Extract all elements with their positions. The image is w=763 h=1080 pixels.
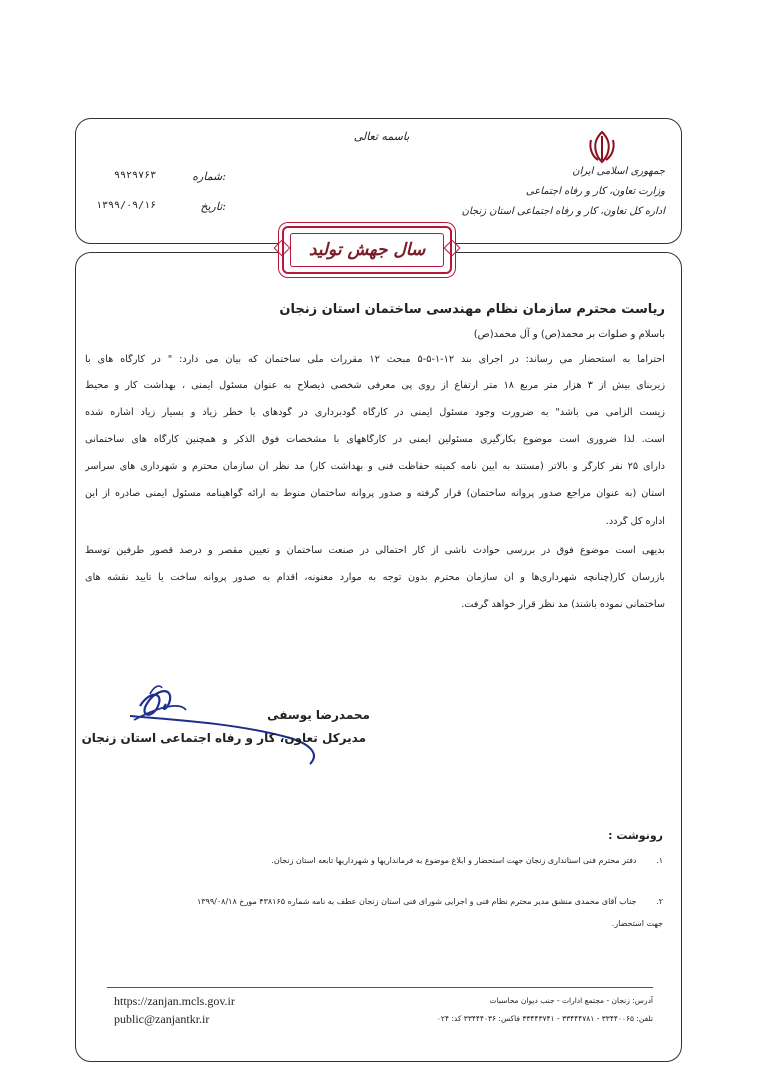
body-line: استان (به عنوان مراجع صدور پروانه ساختمان) قرار گرفته و صدور پروانه ساختمان منوط به ارائه گواهینامه مسئول ایمنی صادره از این (85, 488, 665, 499)
footer-divider (107, 987, 653, 988)
recipient-heading: ریاست محترم سازمان نظام مهندسی ساختمان استان زنجان (279, 302, 665, 317)
slogan-text: سال جهش تولید (290, 233, 444, 267)
cc-item-number: ۲. (656, 897, 663, 906)
footer-website-link[interactable]: https://zanjan.mcls.gov.ir (114, 994, 235, 1008)
cc-heading: رونوشت : (608, 829, 663, 842)
slogan-banner (282, 226, 452, 274)
footer-email-link[interactable]: public@zanjantkr.ir (114, 1012, 210, 1026)
body-line: زیست الزامی می باشد" به ضرورت وجود مسئول ایمنی در کارگاه گودبرداری در گودهای با خطر زیاد و بسیار زیاد اشاره شده (85, 407, 665, 418)
greeting-line: باسلام و صلوات بر محمد(ص) و آل محمد(ص) (473, 329, 665, 340)
date-label: تاریخ: (200, 200, 226, 213)
body-line: دارای ۲۵ نفر کارگر و بالاتر (مستند به آیین نامه کمیته حفاظت فنی و بهداشت کار) مد نظر آن سازمان محترم و شهرداری های سراسر (85, 461, 665, 472)
gov-line-country: جمهوری اسلامی ایران (572, 166, 665, 177)
body-line: است. لذا ضروری است موضوع بکارگیری مسئولین ایمنی در کارگاههای با مشخصات فوق الذکر و همچنین کارگاه های ساختمانی (85, 434, 665, 445)
body-line: زیربنای بیش از ۳ هزار متر مربع ۱۸ متر ارتفاع از روی پی معرفی شخصی ذیصلاح به عنوان مسئول ایمنی ، بهداشت کار و محیط (85, 380, 665, 391)
invocation-text: باسمه تعالی (353, 130, 410, 143)
footer-phones: تلفن: ۳۳۴۴۰۰۶۵ - ۳۳۴۴۴۷۸۱ - ۳۳۴۴۳۷۴۱ فاکس: ۳۳۴۴۴۰۳۶ کد: ۰۲۴ (436, 1014, 653, 1023)
gov-line-ministry: وزارت تعاون، کار و رفاه اجتماعی (525, 186, 665, 197)
iran-emblem-icon (586, 130, 618, 164)
handwritten-signature (120, 676, 330, 776)
signer-title: مدیرکل تعاون، کار و رفاه اجتماعی استان زنجان (81, 731, 366, 745)
body-line: بازرسان کار(چنانچه شهرداری‌ها و آن سازمان محترم بدون توجه به موارد معنونه، اقدام به صدور پروانه ساخت یا تایید نقشه های (85, 572, 665, 583)
body-line: اداره کل گردد. (605, 516, 665, 527)
cc-item (197, 897, 663, 906)
body-line: احتراماً به استحضار می رساند: در اجرای بند ۱۲-۱-۵-۵ مبحث ۱۲ مقررات ملی ساختمان که بیان می دارد: " در کارگاه های با (85, 354, 665, 365)
footer-address: آدرس: زنجان - مجتمع ادارات - جنب دیوان محاسبات (489, 996, 653, 1005)
letter-date-row (96, 200, 226, 220)
letter-body-frame (75, 252, 682, 1062)
number-value: ۹۹۲۹۷۶۳ (114, 170, 157, 181)
cc-item-text: دفتر محترم فنی استانداری زنجان جهت استحضار و ابلاغ موضوع به فرمانداریها و شهرداریها تابعه استان زنجان. (271, 856, 637, 865)
body-line: ساختمانی نموده باشند) مد نظر قرار خواهد گرفت. (461, 599, 665, 610)
cc-item-number: ۱. (656, 856, 663, 865)
gov-line-office: اداره کل تعاون، کار و رفاه اجتماعی استان زنجان (461, 206, 665, 217)
body-line: بدیهی است موضوع فوق در بررسی حوادث ناشی از کار احتمالی در صنعت ساختمان و تعیین مقصر و درصد قصور طرفین توسط (85, 545, 665, 556)
letter-number-row (96, 170, 226, 190)
cc-item-text: جهت استحضار. (611, 919, 663, 928)
signer-name: محمدرضا یوسفی (267, 708, 370, 722)
date-value: ۱۳۹۹/۰۹/۱۶ (96, 200, 157, 211)
cc-item-continuation (612, 919, 663, 928)
cc-item-text: جناب آقای محمدی منشق مدیر محترم نظام فنی و اجرایی شورای فنی استان زنجان عطف به نامه شماره ۴۳۸۱۶۵ مورخ ۱۳۹۹/۰۸/۱۸ (196, 897, 637, 906)
number-label: شماره: (192, 170, 226, 183)
cc-item (271, 856, 663, 865)
